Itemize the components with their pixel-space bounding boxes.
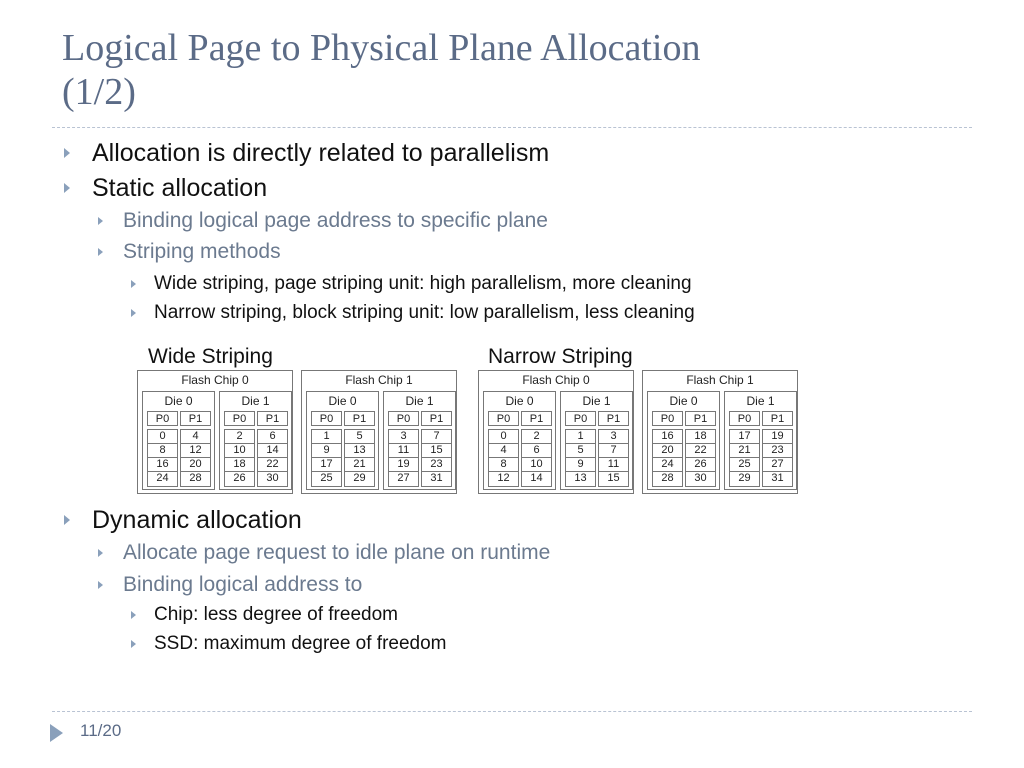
- plane-1: [421, 411, 452, 487]
- bullet-arrow-icon: [98, 549, 103, 557]
- plane-label: P0: [311, 411, 342, 426]
- bullet-arrow-icon: [98, 248, 103, 256]
- plane-label: P1: [521, 411, 552, 426]
- bullet-arrow-icon: [131, 640, 136, 648]
- page-cell: 25: [730, 458, 759, 472]
- page-cell: 15: [607, 472, 620, 484]
- plane-0: [565, 411, 596, 487]
- bullet-allocation-parallelism: Allocation is directly related to parallelism: [92, 139, 549, 168]
- narrow-flash-chip-0: [478, 370, 634, 494]
- page-cell: 30: [266, 472, 279, 484]
- page-list: [762, 429, 793, 487]
- page-cell: 26: [686, 458, 715, 472]
- plane-label: P1: [344, 411, 375, 426]
- plane-label: P0: [388, 411, 419, 426]
- plane-label: P1: [685, 411, 716, 426]
- page-cell: 20: [653, 444, 682, 458]
- page-cell: 20: [181, 458, 210, 472]
- plane-label: P1: [180, 411, 211, 426]
- page-cell: 24: [156, 472, 169, 484]
- bullet-binding-logical-address: Binding logical address to: [123, 573, 362, 597]
- page-cell: 12: [497, 472, 510, 484]
- plane-label: P0: [488, 411, 519, 426]
- page-cell: 27: [763, 458, 792, 472]
- page-cell: 1: [312, 430, 341, 444]
- page-cell: 31: [430, 472, 443, 484]
- wide-flash-chip-0: [137, 370, 293, 494]
- page-cell: 12: [181, 444, 210, 458]
- title-divider: [52, 127, 972, 128]
- page-cell: 3: [599, 430, 628, 444]
- page-list: [344, 429, 375, 487]
- page-cell: 8: [148, 444, 177, 458]
- plane-label: P1: [598, 411, 629, 426]
- plane-0: [652, 411, 683, 487]
- page-cell: 4: [181, 430, 210, 444]
- page-cell: 22: [258, 458, 287, 472]
- plane-0: [488, 411, 519, 487]
- page-cell: 23: [422, 458, 451, 472]
- plane-label: P0: [147, 411, 178, 426]
- bullet-striping-methods: Striping methods: [123, 240, 281, 264]
- bullet-idle-plane: Allocate page request to idle plane on runtime: [123, 541, 550, 565]
- page-list: [598, 429, 629, 487]
- bullet-arrow-icon: [131, 309, 136, 317]
- plane-0: [388, 411, 419, 487]
- plane-0: [147, 411, 178, 487]
- die-title: Die 1: [746, 394, 775, 408]
- page-cell: 5: [345, 430, 374, 444]
- page-cell: 4: [489, 444, 518, 458]
- page-cell: 8: [489, 458, 518, 472]
- page-cell: 29: [353, 472, 366, 484]
- page-cell: 25: [320, 472, 333, 484]
- bullet-arrow-icon: [131, 611, 136, 619]
- page-list: [488, 429, 519, 487]
- page-number: 11/20: [80, 721, 122, 740]
- plane-1: [598, 411, 629, 487]
- page-cell: 2: [522, 430, 551, 444]
- plane-0: [729, 411, 760, 487]
- bullet-dynamic-allocation: Dynamic allocation: [92, 506, 302, 535]
- page-cell: 7: [599, 444, 628, 458]
- die-1: [724, 391, 797, 490]
- page-cell: 9: [566, 458, 595, 472]
- page-cell: 10: [225, 444, 254, 458]
- chip-title: Flash Chip 1: [686, 373, 754, 387]
- bullet-arrow-icon: [64, 183, 70, 193]
- page-list: [388, 429, 419, 487]
- die-1: [219, 391, 292, 490]
- die-title: Die 0: [669, 394, 698, 408]
- page-cell: 23: [763, 444, 792, 458]
- page-cell: 10: [522, 458, 551, 472]
- page-list: [685, 429, 716, 487]
- plane-1: [762, 411, 793, 487]
- die-1: [383, 391, 456, 490]
- page-cell: 19: [763, 430, 792, 444]
- wide-flash-chip-1: [301, 370, 457, 494]
- page-cell: 13: [574, 472, 587, 484]
- die-title: Die 0: [164, 394, 193, 408]
- chip-title: Flash Chip 0: [181, 373, 249, 387]
- die-title: Die 1: [405, 394, 434, 408]
- page-cell: 31: [771, 472, 784, 484]
- page-list: [652, 429, 683, 487]
- page-list: [565, 429, 596, 487]
- page-list: [180, 429, 211, 487]
- slide-title: [62, 26, 982, 114]
- die-title: Die 1: [582, 394, 611, 408]
- page-cell: 16: [653, 430, 682, 444]
- wide-striping-label: Wide Striping: [148, 345, 273, 368]
- bullet-arrow-icon: [131, 280, 136, 288]
- plane-0: [224, 411, 255, 487]
- plane-label: P0: [224, 411, 255, 426]
- bullet-ssd-freedom: SSD: maximum degree of freedom: [154, 633, 447, 655]
- page-cell: 18: [686, 430, 715, 444]
- page-cell: 3: [389, 430, 418, 444]
- page-cell: 17: [312, 458, 341, 472]
- page-cell: 30: [694, 472, 707, 484]
- page-cell: 24: [653, 458, 682, 472]
- page-cell: 6: [522, 444, 551, 458]
- plane-label: P1: [421, 411, 452, 426]
- page-cell: 17: [730, 430, 759, 444]
- page-list: [257, 429, 288, 487]
- page-cell: 14: [530, 472, 543, 484]
- page-cell: 21: [345, 458, 374, 472]
- slide-title-line2: (1/2): [62, 71, 136, 113]
- page-cell: 1: [566, 430, 595, 444]
- page-list: [421, 429, 452, 487]
- bullet-binding-plane: Binding logical page address to specific plane: [123, 209, 548, 233]
- die-1: [560, 391, 633, 490]
- plane-label: P1: [257, 411, 288, 426]
- page-cell: 0: [148, 430, 177, 444]
- page-cell: 6: [258, 430, 287, 444]
- narrow-flash-chip-1: [642, 370, 798, 494]
- bullet-arrow-icon: [98, 217, 103, 225]
- chip-title: Flash Chip 0: [522, 373, 590, 387]
- die-title: Die 1: [241, 394, 270, 408]
- page-cell: 0: [489, 430, 518, 444]
- bullet-narrow-striping: Narrow striping, block striping unit: low parallelism, less cleaning: [154, 302, 695, 324]
- footer-divider: [52, 711, 972, 712]
- bullet-static-allocation: Static allocation: [92, 174, 267, 203]
- page-cell: 11: [599, 458, 628, 472]
- bullet-arrow-icon: [64, 515, 70, 525]
- page-cell: 18: [225, 458, 254, 472]
- page-cell: 21: [730, 444, 759, 458]
- die-title: Die 0: [328, 394, 357, 408]
- plane-1: [344, 411, 375, 487]
- page-cell: 19: [389, 458, 418, 472]
- page-cell: 16: [148, 458, 177, 472]
- footer-arrow-icon: [50, 724, 63, 742]
- plane-label: P0: [729, 411, 760, 426]
- plane-label: P0: [652, 411, 683, 426]
- page-cell: 2: [225, 430, 254, 444]
- chip-title: Flash Chip 1: [345, 373, 413, 387]
- page-cell: 28: [189, 472, 202, 484]
- plane-label: P0: [565, 411, 596, 426]
- page-cell: 14: [258, 444, 287, 458]
- die-0: [483, 391, 556, 490]
- plane-1: [685, 411, 716, 487]
- page-cell: 27: [397, 472, 410, 484]
- plane-1: [521, 411, 552, 487]
- page-cell: 9: [312, 444, 341, 458]
- page-cell: 26: [233, 472, 246, 484]
- bullet-arrow-icon: [64, 148, 70, 158]
- page-list: [224, 429, 255, 487]
- page-cell: 29: [738, 472, 751, 484]
- plane-1: [180, 411, 211, 487]
- page-cell: 22: [686, 444, 715, 458]
- page-cell: 11: [389, 444, 418, 458]
- narrow-striping-label: Narrow Striping: [488, 345, 633, 368]
- slide-title-line1: Logical Page to Physical Plane Allocation: [62, 27, 701, 69]
- bullet-wide-striping: Wide striping, page striping unit: high parallelism, more cleaning: [154, 273, 692, 295]
- page-cell: 5: [566, 444, 595, 458]
- page-cell: 15: [422, 444, 451, 458]
- plane-label: P1: [762, 411, 793, 426]
- bullet-chip-freedom: Chip: less degree of freedom: [154, 604, 398, 626]
- page-list: [729, 429, 760, 487]
- bullet-arrow-icon: [98, 581, 103, 589]
- page-list: [311, 429, 342, 487]
- die-0: [306, 391, 379, 490]
- page-cell: 13: [345, 444, 374, 458]
- die-0: [647, 391, 720, 490]
- page-cell: 28: [661, 472, 674, 484]
- die-0: [142, 391, 215, 490]
- page-list: [521, 429, 552, 487]
- page-list: [147, 429, 178, 487]
- page-cell: 7: [422, 430, 451, 444]
- plane-0: [311, 411, 342, 487]
- plane-1: [257, 411, 288, 487]
- die-title: Die 0: [505, 394, 534, 408]
